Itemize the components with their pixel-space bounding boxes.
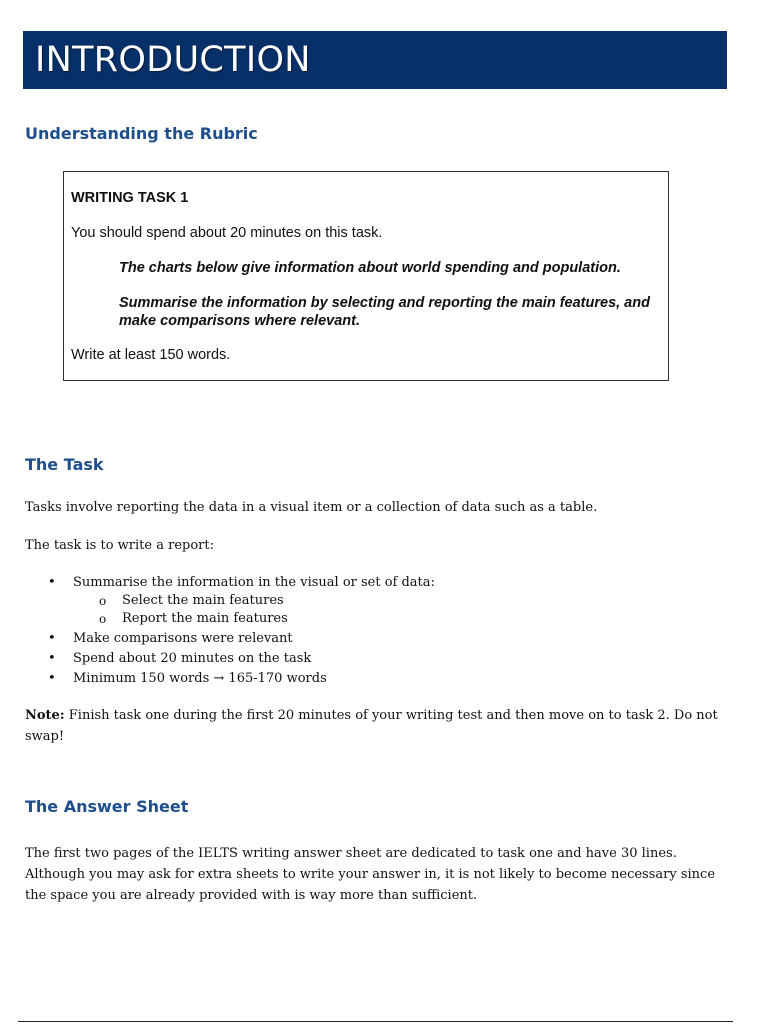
rubric-prompt-charts: The charts below give information about world spending and population.: [119, 260, 621, 276]
footer-divider: [18, 1021, 733, 1022]
title-banner: [23, 31, 727, 89]
rubric-words-line: Write at least 150 words.: [71, 347, 231, 363]
bullet-icon: •: [48, 575, 56, 590]
rubric-box: [63, 171, 669, 381]
task-heading: The Task: [25, 455, 104, 474]
page-title: INTRODUCTION: [35, 40, 311, 80]
rubric-prompt-summarise: Summarise the information by selecting and reporting the main features, and make comparisons where relevant.: [119, 295, 650, 329]
bullet-icon: •: [48, 631, 56, 646]
answer-sheet-paragraph: The first two pages of the IELTS writing answer sheet are dedicated to task one and have 30 lines. Although you may ask for extra sheets to write your answer in, it is not likely to become necessary since the space you are already provided with is way more than sufficient.: [25, 846, 716, 903]
sub-bullet-icon: o: [99, 594, 107, 608]
rubric-time-line: You should spend about 20 minutes on this task.: [71, 225, 383, 241]
rubric-title: WRITING TASK 1: [71, 190, 189, 206]
task-paragraph-2: The task is to write a report:: [25, 538, 214, 553]
rubric-heading: Understanding the Rubric: [25, 124, 258, 143]
task-paragraph-1: Tasks involve reporting the data in a visual item or a collection of data such as a table.: [25, 500, 598, 515]
note-paragraph: [25, 705, 725, 747]
note-label: Note:: [25, 708, 65, 723]
answer-sheet-heading: The Answer Sheet: [25, 797, 189, 816]
bullet-icon: •: [48, 671, 56, 686]
bullet-icon: •: [48, 651, 56, 666]
note-text: Finish task one during the first 20 minutes of your writing test and then move on to task 2. Do not swap!: [25, 708, 718, 744]
sub-bullet-icon: o: [99, 612, 107, 626]
